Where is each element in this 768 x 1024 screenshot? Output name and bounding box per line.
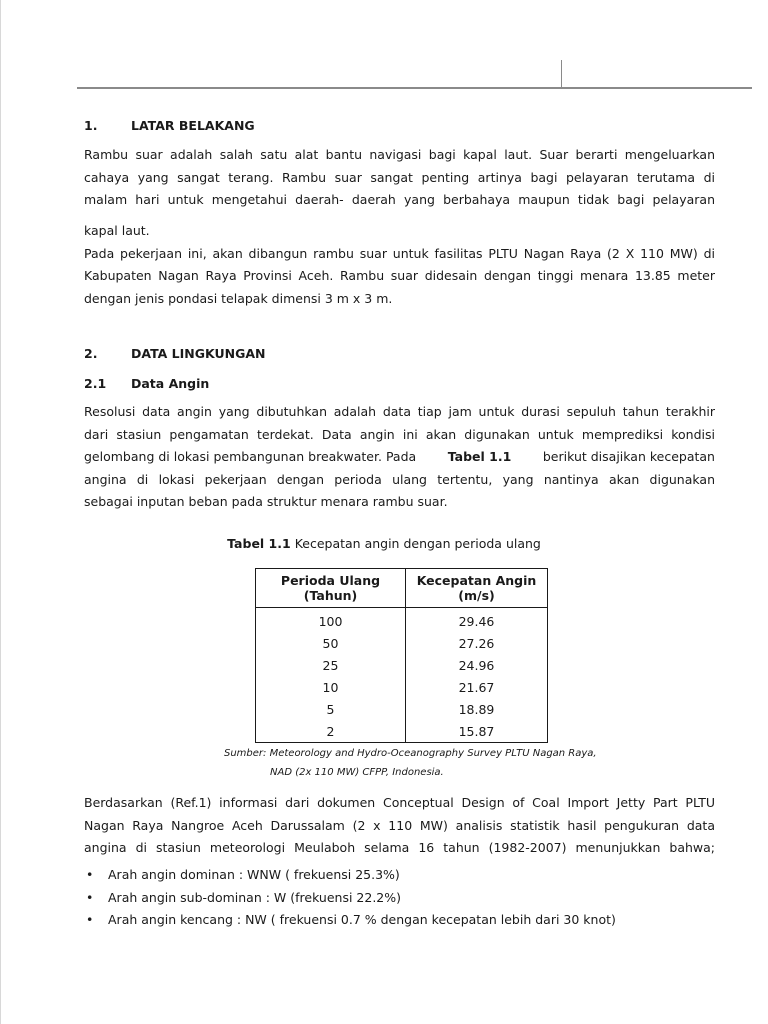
table-row bbox=[256, 698, 548, 720]
paragraph-line: Kabupaten Nagan Raya Provinsi Aceh. Rambu suar didesain dengan tinggi menara 13.85 meter bbox=[84, 268, 715, 283]
bullet-icon: • bbox=[86, 889, 94, 905]
table-row bbox=[256, 608, 548, 633]
table-source-line-2: NAD (2x 110 MW) CFPP, Indonesia. bbox=[270, 767, 444, 778]
table-cell-speed: 15.87 bbox=[458, 723, 495, 739]
table-row bbox=[256, 632, 548, 654]
column-header-wind-speed bbox=[406, 569, 548, 608]
table-caption-text: Kecepatan angin dengan perioda ulang bbox=[294, 536, 541, 551]
section-2-paragraph bbox=[84, 401, 715, 514]
list-item bbox=[84, 864, 616, 887]
header-line: (m/s) bbox=[458, 588, 495, 603]
subsection-2-1-heading bbox=[84, 376, 209, 391]
table-row bbox=[256, 654, 548, 676]
table-cell-period: 5 bbox=[256, 698, 406, 720]
paragraph-line: Rambu suar adalah salah satu alat bantu navigasi bagi kapal laut. Suar berarti mengeluarkan bbox=[84, 147, 715, 162]
table-reference: Tabel 1.1 bbox=[447, 449, 512, 464]
table-cell-period: 100 bbox=[256, 608, 406, 633]
section-2-heading bbox=[84, 346, 265, 361]
list-item-text: Arah angin kencang : NW ( frekuensi 0.7 % dengan kecepatan lebih dari 30 knot) bbox=[108, 912, 616, 927]
section-2-number: 2. bbox=[84, 346, 98, 361]
wind-direction-list bbox=[84, 864, 616, 932]
table-row bbox=[256, 676, 548, 698]
header-rule bbox=[77, 87, 752, 89]
paragraph-line bbox=[84, 446, 715, 469]
text-segment: berikut disajikan kecepatan bbox=[542, 449, 715, 464]
paragraph-line: Resolusi data angin yang dibutuhkan adalah data tiap jam untuk durasi sepuluh tahun terakhir bbox=[84, 404, 715, 419]
table-caption-label: Tabel 1.1 bbox=[227, 536, 291, 551]
table-cell-speed: 29.46 bbox=[458, 613, 495, 629]
paragraph-line: sebagai inputan beban pada struktur menara rambu suar. bbox=[84, 494, 448, 509]
paragraph-line: malam hari untuk mengetahui daerah- daerah yang berbahaya maupun tidak bagi pelayaran bbox=[84, 192, 715, 207]
bullet-icon: • bbox=[86, 867, 94, 882]
paragraph-line: kapal laut. bbox=[84, 223, 150, 238]
section-1-heading bbox=[84, 118, 255, 133]
paragraph-line: dari stasiun pengamatan terdekat. Data angin ini akan digunakan untuk memprediksi kondisi bbox=[84, 426, 715, 442]
header-line: Perioda Ulang bbox=[280, 573, 381, 588]
paragraph-line: Berdasarkan (Ref.1) informasi dari dokumen Conceptual Design of Coal Import Jetty Part PLTU bbox=[84, 795, 715, 810]
header-tick bbox=[561, 60, 562, 88]
paragraph-line: angina di stasiun meteorologi Meulaboh selama 16 tahun (1982-2007) menunjukkan bahwa; bbox=[84, 840, 715, 855]
subsection-number: 2.1 bbox=[84, 376, 107, 391]
table-cell-speed: 18.89 bbox=[458, 701, 495, 717]
table-cell-period: 10 bbox=[256, 676, 406, 698]
table-cell-period: 2 bbox=[256, 720, 406, 743]
paragraph-line: angina di lokasi pekerjaan dengan perioda ulang tertentu, yang nantinya akan digunakan bbox=[84, 471, 715, 487]
bullet-icon: • bbox=[86, 912, 94, 927]
table-cell-speed: 27.26 bbox=[458, 635, 495, 651]
table-caption bbox=[0, 536, 768, 551]
header-line: (Tahun) bbox=[303, 588, 358, 603]
column-header-return-period bbox=[256, 569, 406, 608]
page-edge bbox=[0, 0, 1, 1024]
subsection-title: Data Angin bbox=[131, 376, 210, 391]
table-cell-speed: 21.67 bbox=[458, 679, 495, 695]
table-header-row bbox=[256, 569, 548, 608]
analysis-paragraph bbox=[84, 792, 715, 860]
table-source-line-1: Sumber: Meteorology and Hydro-Oceanography Survey PLTU Nagan Raya, bbox=[224, 748, 597, 759]
text-segment: gelombang di lokasi pembangunan breakwater. Pada bbox=[84, 449, 417, 464]
paragraph-line: cahaya yang sangat terang. Rambu suar sangat penting artinya bagi pelayaran terutama di bbox=[84, 169, 715, 185]
list-item bbox=[84, 887, 616, 910]
paragraph-line: Nagan Raya Nangroe Aceh Darussalam (2 x 110 MW) analisis statistik hasil pengukuran data bbox=[84, 817, 715, 833]
table-row bbox=[256, 720, 548, 743]
list-item-text: Arah angin sub-dominan : W (frekuensi 22.2%) bbox=[108, 889, 402, 905]
paragraph-line: Pada pekerjaan ini, akan dibangun rambu suar untuk fasilitas PLTU Nagan Raya (2 X 110 MW) di bbox=[84, 245, 715, 261]
header-line: Kecepatan Angin bbox=[416, 573, 537, 588]
paragraph-line: dengan jenis pondasi telapak dimensi 3 m x 3 m. bbox=[84, 290, 393, 306]
section-1-paragraph-2 bbox=[84, 220, 715, 310]
list-item bbox=[84, 909, 616, 932]
section-1-paragraph-1 bbox=[84, 144, 715, 212]
table-cell-period: 50 bbox=[256, 632, 406, 654]
wind-speed-table bbox=[255, 568, 548, 743]
list-item-text: Arah angin dominan : WNW ( frekuensi 25.3%) bbox=[108, 867, 400, 882]
section-1-title: LATAR BELAKANG bbox=[131, 118, 255, 133]
table-cell-period: 25 bbox=[256, 654, 406, 676]
table-cell-speed: 24.96 bbox=[458, 657, 495, 673]
section-2-title: DATA LINGKUNGAN bbox=[131, 346, 266, 361]
section-1-number: 1. bbox=[84, 118, 98, 133]
